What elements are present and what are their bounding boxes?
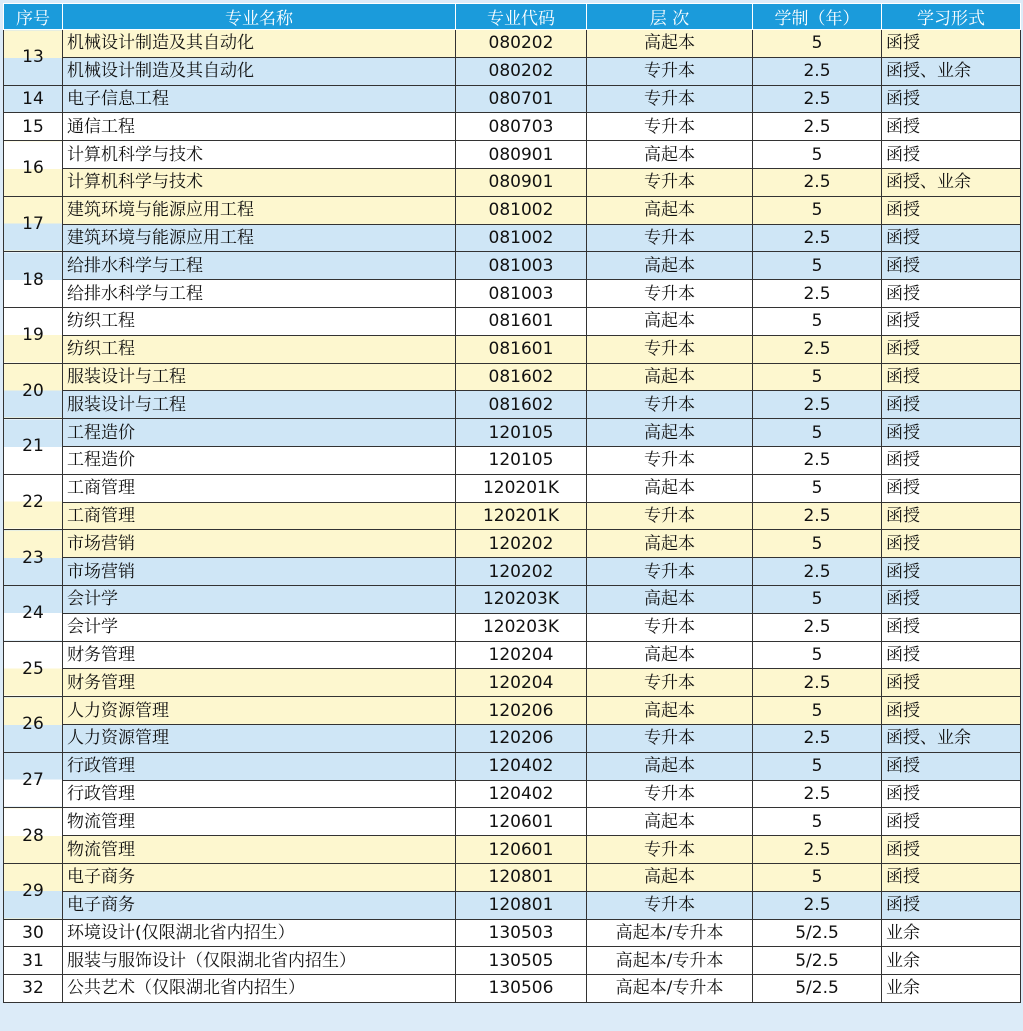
cell-level: 高起本: [587, 474, 753, 502]
cell-study-form: 函授: [882, 30, 1021, 58]
cell-study-form: 函授: [882, 558, 1021, 586]
cell-study-form: 函授: [882, 863, 1021, 891]
cell-years: 5: [753, 697, 882, 725]
cell-seq: 32: [4, 975, 63, 1003]
cell-major-name: 环境设计(仅限湖北省内招生）: [63, 919, 456, 947]
table-row: [4, 446, 1021, 474]
table-row: [4, 891, 1021, 919]
cell-major-name: 给排水科学与工程: [63, 280, 456, 308]
cell-seq: 18: [4, 252, 63, 308]
cell-seq: 27: [4, 752, 63, 808]
table-row: [4, 57, 1021, 85]
cell-years: 5/2.5: [753, 947, 882, 975]
cell-major-name: 物流管理: [63, 808, 456, 836]
cell-study-form: 函授: [882, 530, 1021, 558]
cell-major-code: 120105: [456, 446, 587, 474]
cell-seq: 28: [4, 808, 63, 864]
cell-study-form: 函授: [882, 780, 1021, 808]
cell-study-form: 函授: [882, 697, 1021, 725]
cell-years: 2.5: [753, 168, 882, 196]
cell-major-code: 120204: [456, 641, 587, 669]
cell-study-form: 函授、业余: [882, 724, 1021, 752]
cell-level: 专升本: [587, 558, 753, 586]
cell-level: 高起本: [587, 141, 753, 169]
cell-major-code: 081003: [456, 280, 587, 308]
cell-major-name: 服装设计与工程: [63, 391, 456, 419]
cell-study-form: 函授: [882, 224, 1021, 252]
cell-major-code: 080901: [456, 141, 587, 169]
cell-seq: 26: [4, 697, 63, 753]
table-body: [4, 30, 1021, 1003]
table-row: [4, 280, 1021, 308]
cell-years: 2.5: [753, 613, 882, 641]
table-row: [4, 113, 1021, 141]
cell-years: 2.5: [753, 669, 882, 697]
header-seq: 序号: [4, 4, 63, 30]
cell-major-name: 市场营销: [63, 558, 456, 586]
cell-major-name: 物流管理: [63, 836, 456, 864]
cell-level: 专升本: [587, 168, 753, 196]
cell-study-form: 函授: [882, 113, 1021, 141]
cell-level: 高起本/专升本: [587, 947, 753, 975]
cell-major-name: 纺织工程: [63, 307, 456, 335]
cell-major-code: 120203K: [456, 585, 587, 613]
cell-major-code: 120402: [456, 752, 587, 780]
cell-study-form: 业余: [882, 919, 1021, 947]
cell-study-form: 函授: [882, 196, 1021, 224]
cell-study-form: 业余: [882, 947, 1021, 975]
cell-major-code: 120203K: [456, 613, 587, 641]
cell-years: 5: [753, 530, 882, 558]
cell-years: 2.5: [753, 391, 882, 419]
cell-study-form: 业余: [882, 975, 1021, 1003]
cell-years: 5: [753, 141, 882, 169]
cell-major-name: 计算机科学与技术: [63, 141, 456, 169]
cell-major-name: 工商管理: [63, 474, 456, 502]
table-row: [4, 335, 1021, 363]
cell-major-name: 人力资源管理: [63, 724, 456, 752]
table-row: [4, 224, 1021, 252]
cell-years: 5/2.5: [753, 975, 882, 1003]
cell-major-name: 财务管理: [63, 669, 456, 697]
table-row: [4, 391, 1021, 419]
cell-major-name: 服装设计与工程: [63, 363, 456, 391]
cell-major-code: 120206: [456, 697, 587, 725]
cell-level: 高起本: [587, 363, 753, 391]
table-row: [4, 780, 1021, 808]
cell-level: 专升本: [587, 85, 753, 113]
cell-years: 2.5: [753, 446, 882, 474]
cell-years: 5: [753, 419, 882, 447]
cell-level: 高起本: [587, 30, 753, 58]
table-row: [4, 363, 1021, 391]
cell-years: 2.5: [753, 558, 882, 586]
cell-level: 高起本: [587, 808, 753, 836]
cell-level: 专升本: [587, 780, 753, 808]
cell-years: 2.5: [753, 224, 882, 252]
cell-level: 专升本: [587, 669, 753, 697]
cell-major-code: 120201K: [456, 502, 587, 530]
cell-seq: 15: [4, 113, 63, 141]
cell-level: 高起本: [587, 863, 753, 891]
table-row: [4, 474, 1021, 502]
cell-years: 5: [753, 863, 882, 891]
cell-major-name: 行政管理: [63, 780, 456, 808]
cell-major-code: 120202: [456, 558, 587, 586]
table-row: [4, 975, 1021, 1003]
cell-major-name: 给排水科学与工程: [63, 252, 456, 280]
cell-major-name: 电子商务: [63, 863, 456, 891]
cell-level: 高起本: [587, 585, 753, 613]
cell-major-name: 行政管理: [63, 752, 456, 780]
cell-level: 专升本: [587, 57, 753, 85]
cell-study-form: 函授: [882, 363, 1021, 391]
table-row: [4, 669, 1021, 697]
cell-level: 专升本: [587, 391, 753, 419]
cell-years: 2.5: [753, 335, 882, 363]
table-row: [4, 196, 1021, 224]
table-row: [4, 419, 1021, 447]
cell-major-name: 电子信息工程: [63, 85, 456, 113]
cell-major-name: 工程造价: [63, 419, 456, 447]
cell-major-name: 建筑环境与能源应用工程: [63, 196, 456, 224]
cell-major-name: 机械设计制造及其自动化: [63, 30, 456, 58]
cell-years: 2.5: [753, 113, 882, 141]
cell-years: 5: [753, 196, 882, 224]
cell-study-form: 函授: [882, 891, 1021, 919]
table-row: [4, 585, 1021, 613]
cell-major-code: 080701: [456, 85, 587, 113]
cell-study-form: 函授: [882, 613, 1021, 641]
cell-years: 5: [753, 252, 882, 280]
header-level: 层 次: [587, 4, 753, 30]
cell-years: 2.5: [753, 836, 882, 864]
cell-study-form: 函授: [882, 252, 1021, 280]
cell-study-form: 函授: [882, 419, 1021, 447]
cell-study-form: 函授: [882, 474, 1021, 502]
cell-seq: 21: [4, 419, 63, 475]
cell-major-code: 120601: [456, 808, 587, 836]
cell-study-form: 函授: [882, 391, 1021, 419]
cell-seq: 24: [4, 585, 63, 641]
cell-major-name: 建筑环境与能源应用工程: [63, 224, 456, 252]
cell-seq: 25: [4, 641, 63, 697]
cell-years: 5: [753, 808, 882, 836]
cell-major-name: 会计学: [63, 613, 456, 641]
cell-years: 2.5: [753, 85, 882, 113]
header-major-name: 专业名称: [63, 4, 456, 30]
header-row: [4, 4, 1021, 30]
cell-major-code: 120206: [456, 724, 587, 752]
cell-level: 高起本: [587, 752, 753, 780]
cell-major-code: 081602: [456, 391, 587, 419]
cell-level: 高起本/专升本: [587, 975, 753, 1003]
cell-level: 高起本: [587, 196, 753, 224]
cell-major-code: 080202: [456, 57, 587, 85]
cell-major-code: 120201K: [456, 474, 587, 502]
cell-years: 5: [753, 474, 882, 502]
cell-seq: 29: [4, 863, 63, 919]
table-row: [4, 168, 1021, 196]
cell-level: 高起本: [587, 697, 753, 725]
cell-years: 2.5: [753, 502, 882, 530]
cell-study-form: 函授: [882, 808, 1021, 836]
cell-level: 专升本: [587, 224, 753, 252]
cell-major-code: 081601: [456, 307, 587, 335]
cell-level: 高起本: [587, 307, 753, 335]
cell-major-code: 130506: [456, 975, 587, 1003]
cell-years: 5: [753, 752, 882, 780]
table-row: [4, 141, 1021, 169]
cell-level: 专升本: [587, 335, 753, 363]
cell-study-form: 函授: [882, 502, 1021, 530]
table-row: [4, 641, 1021, 669]
cell-major-name: 市场营销: [63, 530, 456, 558]
cell-major-code: 130505: [456, 947, 587, 975]
cell-seq: 19: [4, 307, 63, 363]
cell-seq: 17: [4, 196, 63, 252]
cell-level: 专升本: [587, 502, 753, 530]
table-row: [4, 558, 1021, 586]
cell-years: 5: [753, 641, 882, 669]
cell-level: 高起本: [587, 252, 753, 280]
cell-level: 高起本: [587, 641, 753, 669]
cell-study-form: 函授、业余: [882, 168, 1021, 196]
cell-major-name: 公共艺术（仅限湖北省内招生）: [63, 975, 456, 1003]
cell-major-code: 120204: [456, 669, 587, 697]
cell-seq: 30: [4, 919, 63, 947]
cell-major-name: 财务管理: [63, 641, 456, 669]
table-row: [4, 919, 1021, 947]
cell-major-code: 120801: [456, 891, 587, 919]
cell-level: 专升本: [587, 113, 753, 141]
cell-major-code: 130503: [456, 919, 587, 947]
cell-study-form: 函授: [882, 307, 1021, 335]
program-table: [3, 3, 1021, 1003]
cell-seq: 14: [4, 85, 63, 113]
cell-major-name: 工程造价: [63, 446, 456, 474]
cell-years: 2.5: [753, 891, 882, 919]
cell-major-name: 人力资源管理: [63, 697, 456, 725]
cell-seq: 20: [4, 363, 63, 419]
cell-study-form: 函授: [882, 836, 1021, 864]
cell-major-name: 纺织工程: [63, 335, 456, 363]
cell-major-code: 081002: [456, 196, 587, 224]
cell-level: 高起本: [587, 419, 753, 447]
cell-years: 2.5: [753, 780, 882, 808]
table-row: [4, 863, 1021, 891]
table-row: [4, 947, 1021, 975]
cell-level: 高起本/专升本: [587, 919, 753, 947]
cell-study-form: 函授: [882, 446, 1021, 474]
cell-study-form: 函授: [882, 641, 1021, 669]
cell-years: 5: [753, 585, 882, 613]
cell-major-code: 080901: [456, 168, 587, 196]
cell-major-code: 080202: [456, 30, 587, 58]
table-row: [4, 836, 1021, 864]
cell-study-form: 函授: [882, 141, 1021, 169]
header-major-code: 专业代码: [456, 4, 587, 30]
cell-level: 高起本: [587, 530, 753, 558]
cell-years: 5: [753, 307, 882, 335]
header-study-form: 学习形式: [882, 4, 1021, 30]
table-row: [4, 724, 1021, 752]
cell-major-code: 081601: [456, 335, 587, 363]
table-row: [4, 252, 1021, 280]
cell-level: 专升本: [587, 446, 753, 474]
cell-years: 2.5: [753, 724, 882, 752]
cell-major-code: 081602: [456, 363, 587, 391]
cell-years: 5: [753, 363, 882, 391]
cell-study-form: 函授: [882, 85, 1021, 113]
table-row: [4, 307, 1021, 335]
cell-study-form: 函授、业余: [882, 57, 1021, 85]
program-table-container: [3, 3, 1021, 1003]
cell-major-name: 电子商务: [63, 891, 456, 919]
cell-major-name: 工商管理: [63, 502, 456, 530]
cell-study-form: 函授: [882, 280, 1021, 308]
cell-years: 2.5: [753, 280, 882, 308]
cell-seq: 16: [4, 141, 63, 197]
cell-seq: 22: [4, 474, 63, 530]
cell-major-code: 081003: [456, 252, 587, 280]
cell-major-name: 服装与服饰设计（仅限湖北省内招生）: [63, 947, 456, 975]
cell-seq: 23: [4, 530, 63, 586]
cell-major-code: 120801: [456, 863, 587, 891]
header-years: 学制（年）: [753, 4, 882, 30]
table-row: [4, 530, 1021, 558]
table-row: [4, 502, 1021, 530]
cell-study-form: 函授: [882, 335, 1021, 363]
cell-major-name: 计算机科学与技术: [63, 168, 456, 196]
cell-major-name: 机械设计制造及其自动化: [63, 57, 456, 85]
cell-years: 2.5: [753, 57, 882, 85]
table-row: [4, 752, 1021, 780]
cell-major-code: 120202: [456, 530, 587, 558]
table-row: [4, 85, 1021, 113]
cell-major-code: 120601: [456, 836, 587, 864]
cell-study-form: 函授: [882, 752, 1021, 780]
table-row: [4, 30, 1021, 58]
cell-study-form: 函授: [882, 585, 1021, 613]
table-row: [4, 613, 1021, 641]
cell-level: 专升本: [587, 836, 753, 864]
cell-major-name: 会计学: [63, 585, 456, 613]
cell-major-code: 080703: [456, 113, 587, 141]
cell-major-code: 120402: [456, 780, 587, 808]
cell-level: 专升本: [587, 613, 753, 641]
cell-major-code: 120105: [456, 419, 587, 447]
cell-years: 5: [753, 30, 882, 58]
cell-study-form: 函授: [882, 669, 1021, 697]
cell-major-code: 081002: [456, 224, 587, 252]
cell-years: 5/2.5: [753, 919, 882, 947]
table-row: [4, 697, 1021, 725]
table-row: [4, 808, 1021, 836]
cell-level: 专升本: [587, 280, 753, 308]
cell-level: 专升本: [587, 724, 753, 752]
cell-level: 专升本: [587, 891, 753, 919]
cell-seq: 13: [4, 30, 63, 86]
cell-seq: 31: [4, 947, 63, 975]
cell-major-name: 通信工程: [63, 113, 456, 141]
